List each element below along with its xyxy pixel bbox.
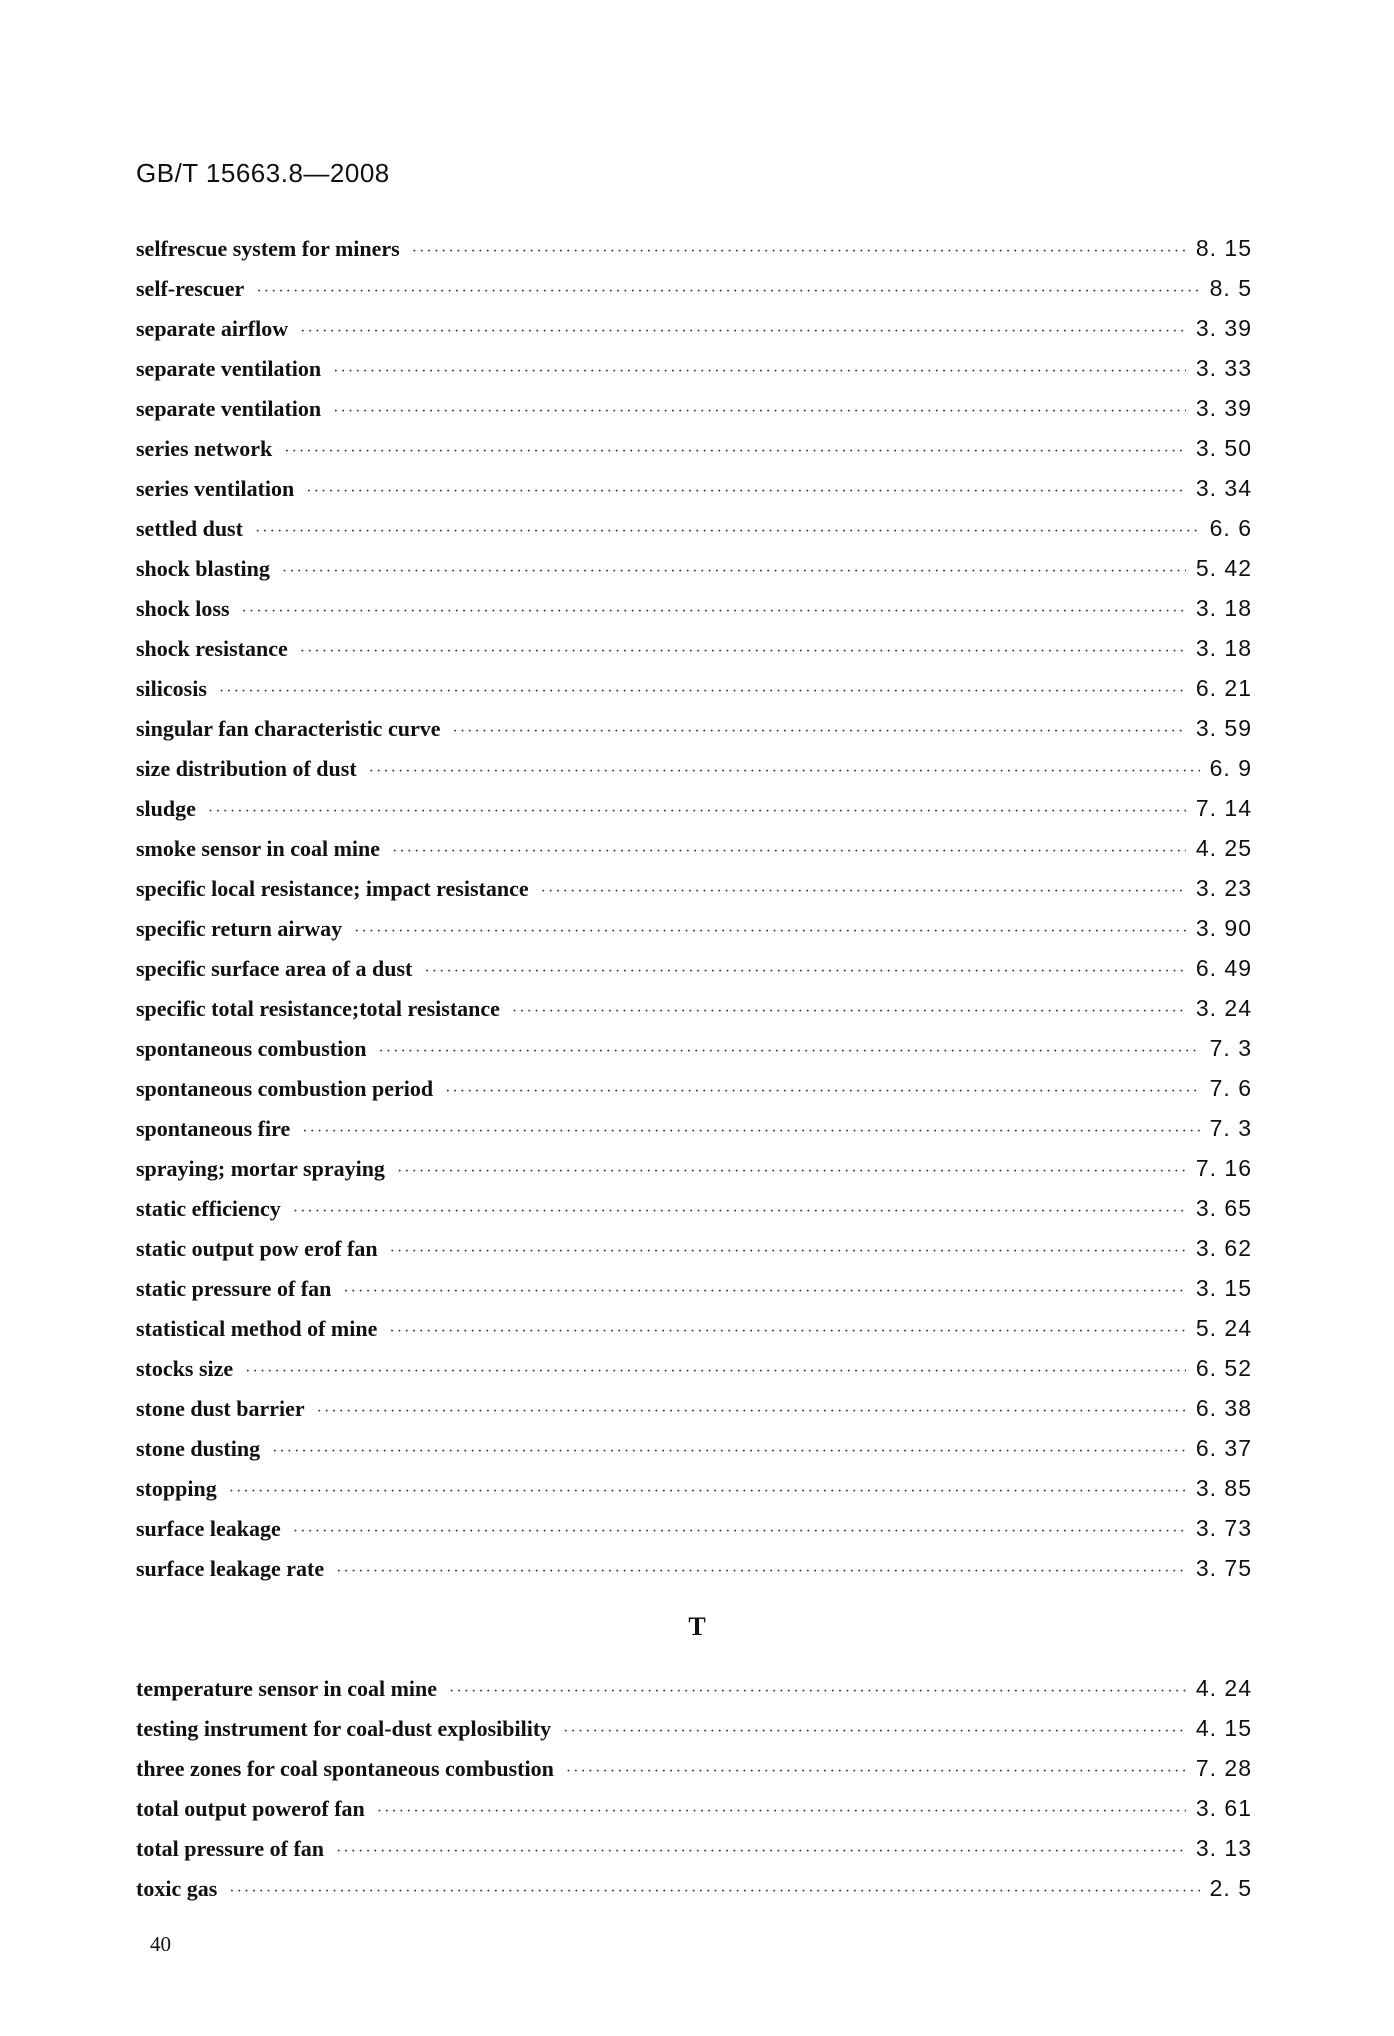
index-term: specific return airway (136, 916, 343, 941)
index-ref-number: 4. 25 (1195, 835, 1252, 861)
index-entry (136, 668, 1252, 708)
index-term: toxic gas (136, 1876, 218, 1901)
dot-leader (354, 912, 1186, 952)
index-ref-number: 5. 24 (1195, 1315, 1252, 1341)
dot-leader (284, 432, 1186, 472)
dot-leader (336, 1552, 1186, 1592)
index-entry (136, 468, 1252, 508)
index-ref-number: 6. 38 (1195, 1395, 1252, 1421)
dot-leader (229, 1872, 1199, 1912)
index-ref-number: 3. 39 (1195, 395, 1252, 421)
dot-leader (563, 1712, 1186, 1752)
index-ref-number: 4. 24 (1195, 1675, 1252, 1701)
index-ref-number: 3. 15 (1195, 1275, 1252, 1301)
index-entry (136, 1068, 1252, 1108)
index-entry (136, 1268, 1252, 1308)
index-entry (136, 1148, 1252, 1188)
index-entry (136, 1668, 1252, 1708)
dot-leader (245, 1352, 1186, 1392)
dot-leader (272, 1432, 1186, 1472)
dot-leader (293, 1512, 1186, 1552)
index-ref-number: 3. 23 (1195, 875, 1252, 901)
dot-leader (282, 552, 1186, 592)
page-number: 40 (150, 1932, 171, 1956)
index-entry (136, 388, 1252, 428)
dot-leader (306, 472, 1186, 512)
index-term: sludge (136, 796, 196, 821)
index-ref-number: 6. 52 (1195, 1355, 1252, 1381)
index-ref-number: 3. 13 (1195, 1835, 1252, 1861)
dot-leader (512, 992, 1186, 1032)
index-term: smoke sensor in coal mine (136, 836, 381, 861)
index-term: specific surface area of a dust (136, 956, 413, 981)
index-entry (136, 548, 1252, 588)
index-term: total pressure of fan (136, 1836, 325, 1861)
index-term: silicosis (136, 676, 207, 701)
dot-leader (229, 1472, 1186, 1512)
index-ref-number: 7. 6 (1209, 1075, 1252, 1101)
dot-leader (336, 1832, 1186, 1872)
index-ref-number: 3. 90 (1195, 915, 1252, 941)
index-list-t (136, 1668, 1252, 1908)
index-term: stone dusting (136, 1436, 261, 1461)
index-entry (136, 1348, 1252, 1388)
index-entry (136, 508, 1252, 548)
index-term: separate ventilation (136, 396, 322, 421)
index-entry (136, 1708, 1252, 1748)
index-entry (136, 1428, 1252, 1468)
dot-leader (208, 792, 1186, 832)
index-ref-number: 7. 3 (1209, 1035, 1252, 1061)
index-entry (136, 828, 1252, 868)
index-term: spraying; mortar spraying (136, 1156, 385, 1181)
dot-leader (412, 232, 1186, 272)
index-ref-number: 3. 34 (1195, 475, 1252, 501)
index-entry (136, 1508, 1252, 1548)
index-ref-number: 3. 18 (1195, 635, 1252, 661)
index-term: specific total resistance;total resistance (136, 996, 500, 1021)
dot-leader (449, 1672, 1186, 1712)
index-ref-number: 8. 15 (1195, 235, 1252, 261)
dot-leader (219, 672, 1186, 712)
dot-leader (256, 272, 1199, 312)
index-ref-number: 5. 42 (1195, 555, 1252, 581)
dot-leader (343, 1272, 1186, 1312)
index-entry (136, 268, 1252, 308)
index-ref-number: 3. 33 (1195, 355, 1252, 381)
dot-leader (293, 1192, 1186, 1232)
index-term: temperature sensor in coal mine (136, 1676, 438, 1701)
index-ref-number: 7. 14 (1195, 795, 1252, 821)
index-entry (136, 1788, 1252, 1828)
index-term: size distribution of dust (136, 756, 357, 781)
index-term: total output powerof fan (136, 1796, 365, 1821)
index-term: surface leakage rate (136, 1556, 325, 1581)
index-term: three zones for coal spontaneous combustion (136, 1756, 554, 1781)
index-ref-number: 6. 6 (1209, 515, 1252, 541)
document-id: GB/T 15663.8—2008 (136, 158, 390, 188)
index-ref-number: 3. 18 (1195, 595, 1252, 621)
index-ref-number: 3. 39 (1195, 315, 1252, 341)
index-entry (136, 1188, 1252, 1228)
dot-leader (333, 352, 1186, 392)
index-term: static pressure of fan (136, 1276, 332, 1301)
index-entry (136, 348, 1252, 388)
dot-leader (541, 872, 1186, 912)
index-ref-number: 7. 16 (1195, 1155, 1252, 1181)
index-term: shock loss (136, 596, 230, 621)
index-term: settled dust (136, 516, 243, 541)
dot-leader (566, 1752, 1186, 1792)
dot-leader (377, 1792, 1186, 1832)
index-term: surface leakage (136, 1516, 281, 1541)
dot-leader (333, 392, 1186, 432)
index-entry (136, 868, 1252, 908)
index-entry (136, 588, 1252, 628)
index-entry (136, 708, 1252, 748)
index-entry (136, 1308, 1252, 1348)
index-entry (136, 1868, 1252, 1908)
index-ref-number: 6. 9 (1209, 755, 1252, 781)
index-ref-number: 3. 85 (1195, 1475, 1252, 1501)
index-term: spontaneous fire (136, 1116, 291, 1141)
index-term: self-rescuer (136, 276, 245, 301)
index-term: statistical method of mine (136, 1316, 378, 1341)
dot-leader (424, 952, 1185, 992)
index-ref-number: 7. 3 (1209, 1115, 1252, 1141)
index-ref-number: 3. 65 (1195, 1195, 1252, 1221)
index-term: selfrescue system for miners (136, 236, 400, 261)
index-term: static output pow erof fan (136, 1236, 378, 1261)
dot-leader (397, 1152, 1186, 1192)
dot-leader (317, 1392, 1186, 1432)
dot-leader (255, 512, 1200, 552)
dot-leader (389, 1312, 1185, 1352)
dot-leader (390, 1232, 1186, 1272)
index-entry (136, 988, 1252, 1028)
dot-leader (242, 592, 1186, 632)
section-heading-t: T (688, 1612, 706, 1641)
index-entry (136, 1028, 1252, 1068)
index-term: singular fan characteristic curve (136, 716, 441, 741)
index-term: spontaneous combustion period (136, 1076, 434, 1101)
index-entry (136, 948, 1252, 988)
index-entry (136, 428, 1252, 468)
index-entry (136, 788, 1252, 828)
index-term: spontaneous combustion (136, 1036, 367, 1061)
dot-leader (392, 832, 1186, 872)
dot-leader (302, 1112, 1199, 1152)
index-term: series ventilation (136, 476, 295, 501)
index-ref-number: 4. 15 (1195, 1715, 1252, 1741)
dot-leader (300, 312, 1186, 352)
index-entry (136, 228, 1252, 268)
index-entry (136, 1548, 1252, 1588)
index-ref-number: 6. 21 (1195, 675, 1252, 701)
index-entry (136, 1228, 1252, 1268)
index-term: stopping (136, 1476, 217, 1501)
index-entry (136, 628, 1252, 668)
index-term: stocks size (136, 1356, 234, 1381)
index-entry (136, 1388, 1252, 1428)
index-ref-number: 3. 62 (1195, 1235, 1252, 1261)
index-entry (136, 908, 1252, 948)
index-term: shock blasting (136, 556, 270, 581)
index-term: stone dust barrier (136, 1396, 305, 1421)
index-entry (136, 308, 1252, 348)
index-entry (136, 1748, 1252, 1788)
dot-leader (445, 1072, 1200, 1112)
index-term: specific local resistance; impact resistance (136, 876, 529, 901)
index-entry (136, 748, 1252, 788)
index-ref-number: 6. 49 (1195, 955, 1252, 981)
index-ref-number: 3. 59 (1195, 715, 1252, 741)
index-ref-number: 3. 61 (1195, 1795, 1252, 1821)
index-ref-number: 3. 50 (1195, 435, 1252, 461)
dot-leader (369, 752, 1200, 792)
index-ref-number: 6. 37 (1195, 1435, 1252, 1461)
index-term: separate ventilation (136, 356, 322, 381)
index-term: shock resistance (136, 636, 288, 661)
dot-leader (300, 632, 1186, 672)
index-term: testing instrument for coal-dust explosibility (136, 1716, 552, 1741)
index-term: series network (136, 436, 273, 461)
index-ref-number: 7. 28 (1195, 1755, 1252, 1781)
index-ref-number: 3. 24 (1195, 995, 1252, 1021)
index-term: static efficiency (136, 1196, 281, 1221)
index-entry (136, 1828, 1252, 1868)
dot-leader (378, 1032, 1199, 1072)
index-term: separate airflow (136, 316, 289, 341)
index-list-s (136, 228, 1252, 1588)
dot-leader (452, 712, 1185, 752)
index-ref-number: 8. 5 (1209, 275, 1252, 301)
index-ref-number: 2. 5 (1209, 1875, 1252, 1901)
index-ref-number: 3. 73 (1195, 1515, 1252, 1541)
index-entry (136, 1108, 1252, 1148)
index-entry (136, 1468, 1252, 1508)
index-ref-number: 3. 75 (1195, 1555, 1252, 1581)
